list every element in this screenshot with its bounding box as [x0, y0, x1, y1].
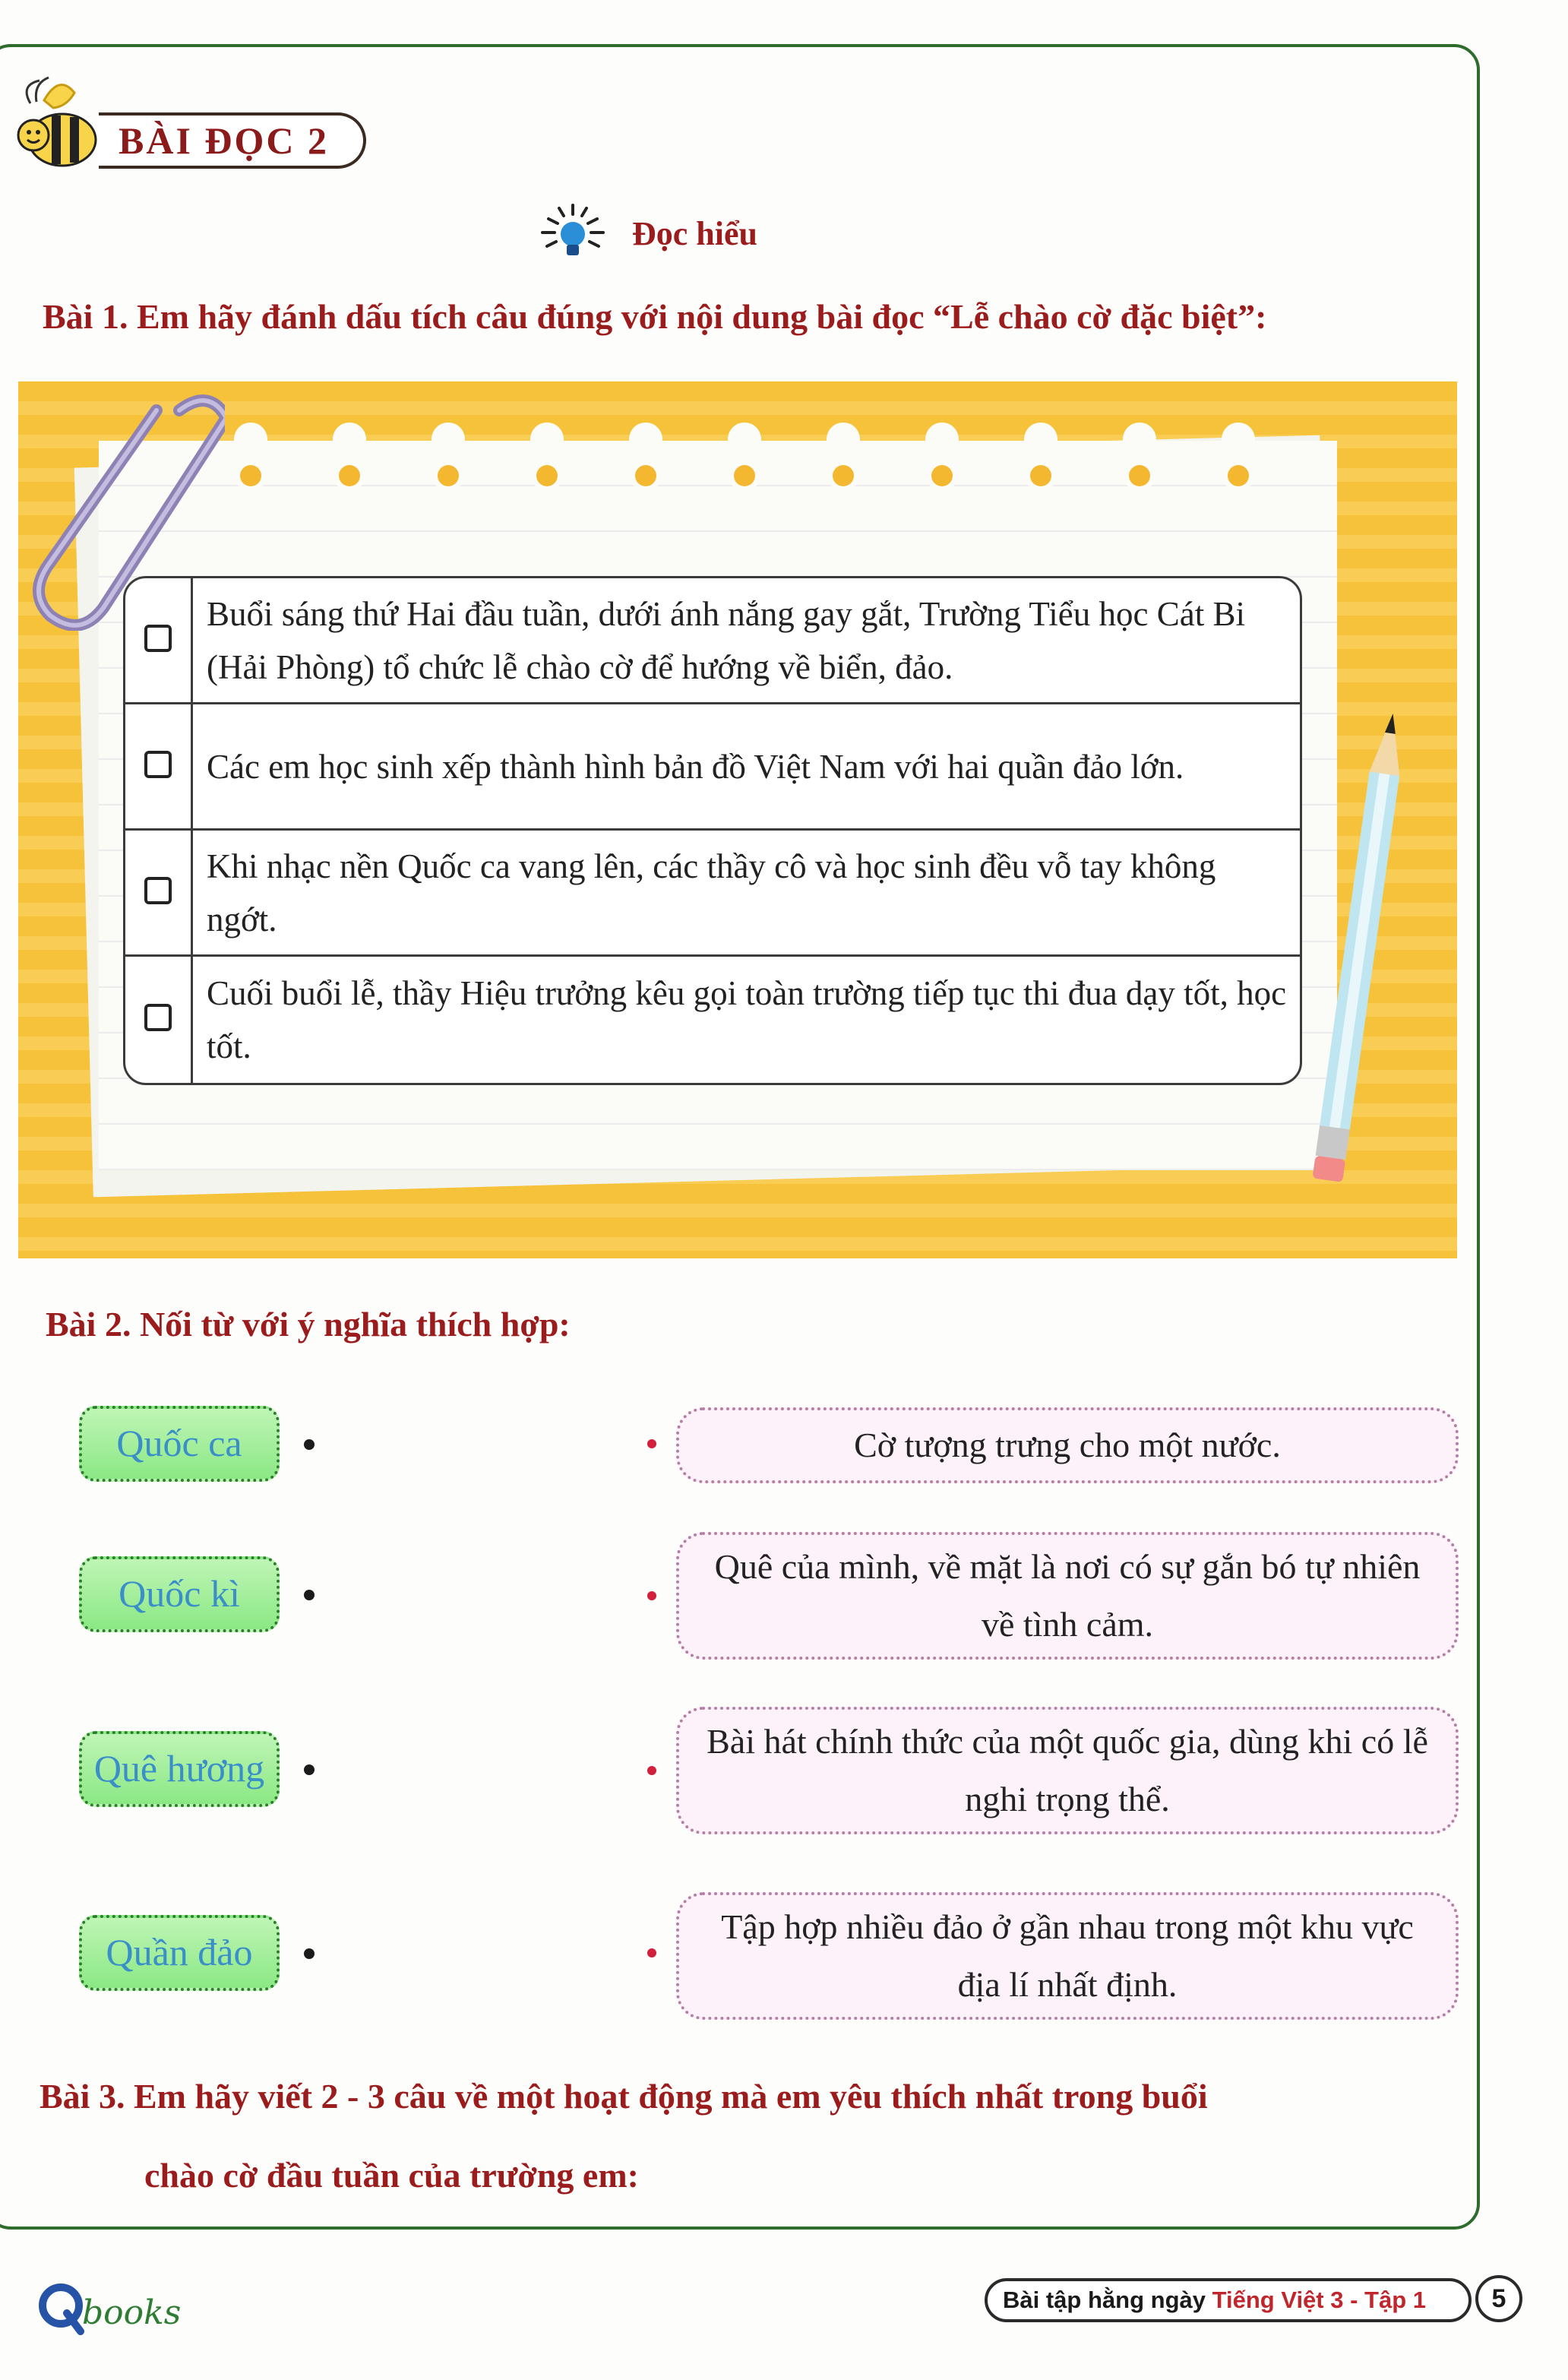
- statement-checkbox[interactable]: [144, 625, 172, 652]
- section-title: Đọc hiểu: [632, 215, 757, 252]
- paper-hole: [530, 423, 564, 491]
- paper-hole: [432, 423, 465, 491]
- match-dot[interactable]: [647, 1439, 656, 1448]
- match-dot[interactable]: [647, 1766, 656, 1775]
- paper-hole: [827, 423, 860, 491]
- table-row: [125, 957, 1300, 1083]
- word-quoc-ca[interactable]: Quốc ca: [79, 1406, 280, 1482]
- match-dot[interactable]: [647, 1591, 656, 1600]
- paper-hole: [925, 423, 959, 491]
- word-quan-dao[interactable]: Quần đảo: [79, 1915, 280, 1991]
- table-row: [125, 831, 1300, 957]
- table-row: [125, 704, 1300, 831]
- statement-checkbox[interactable]: [144, 751, 172, 778]
- statement-checkbox[interactable]: [144, 1004, 172, 1031]
- publisher-logo: [38, 2271, 190, 2339]
- book-title-prefix: Bài tập hằng ngày: [1003, 2287, 1206, 2313]
- book-title-subject: Tiếng Việt 3 - Tập 1: [1212, 2287, 1426, 2313]
- exercise2-prompt: Bài 2. Nối từ với ý nghĩa thích hợp:: [46, 1305, 571, 1343]
- paper-hole: [333, 423, 366, 491]
- statement-text: Buổi sáng thứ Hai đầu tuần, dưới ánh nắng gay gắt, Trường Tiểu học Cát Bi (Hải Phòng) tổ chức lễ chào cờ để hướng về biển, đảo.: [193, 578, 1300, 704]
- table-row: [125, 578, 1300, 704]
- meaning-box[interactable]: Quê của mình, về mặt là nơi có sự gắn bó tự nhiên về tình cảm.: [676, 1532, 1459, 1660]
- paper-hole: [629, 423, 662, 491]
- match-dot[interactable]: [304, 1590, 315, 1600]
- match-dot[interactable]: [304, 1764, 315, 1775]
- word-quoc-ki[interactable]: Quốc kì: [79, 1556, 280, 1632]
- paper-hole: [1123, 423, 1156, 491]
- word-que-huong[interactable]: Quê hương: [79, 1731, 280, 1807]
- exercise3-prompt-continued: chào cờ đầu tuần của trường em:: [144, 2156, 639, 2195]
- match-dot[interactable]: [304, 1439, 315, 1450]
- statement-text: Các em học sinh xếp thành hình bản đồ Việt Nam với hai quần đảo lớn.: [193, 704, 1300, 831]
- exercise3-prompt: Bài 3. Em hãy viết 2 - 3 câu về một hoạt động mà em yêu thích nhất trong buổi: [40, 2077, 1208, 2116]
- match-dot[interactable]: [647, 1948, 656, 1957]
- page-number: 5: [1475, 2275, 1522, 2322]
- statement-text: Khi nhạc nền Quốc ca vang lên, các thầy cô và học sinh đều vỗ tay không ngớt.: [193, 831, 1300, 957]
- book-title-badge: [985, 2278, 1472, 2322]
- exercise1-prompt: Bài 1. Em hãy đánh dấu tích câu đúng với nội dung bài đọc “Lễ chào cờ đặc biệt”:: [43, 297, 1267, 336]
- match-dot[interactable]: [304, 1948, 315, 1959]
- paper-hole: [234, 423, 267, 491]
- bee-icon: [14, 70, 105, 169]
- paper-hole: [1024, 423, 1057, 491]
- svg-text:books: books: [82, 2293, 182, 2332]
- lightbulb-icon: [532, 204, 615, 264]
- lesson-title: BÀI ĐỌC 2: [99, 112, 366, 169]
- meaning-box[interactable]: Bài hát chính thức của một quốc gia, dùng khi có lễ nghi trọng thể.: [676, 1707, 1459, 1834]
- statement-text: Cuối buổi lễ, thầy Hiệu trưởng kêu gọi toàn trường tiếp tục thi đua dạy tốt, học tốt.: [207, 974, 1287, 1065]
- meaning-box[interactable]: Tập hợp nhiều đảo ở gần nhau trong một khu vực địa lí nhất định.: [676, 1892, 1459, 2020]
- statement-checkbox[interactable]: [144, 877, 172, 904]
- paper-hole: [728, 423, 761, 491]
- true-false-table: [123, 576, 1302, 1085]
- meaning-box[interactable]: Cờ tượng trưng cho một nước.: [676, 1407, 1459, 1483]
- paper-hole: [1222, 423, 1255, 491]
- pencil-icon: [1302, 704, 1416, 1205]
